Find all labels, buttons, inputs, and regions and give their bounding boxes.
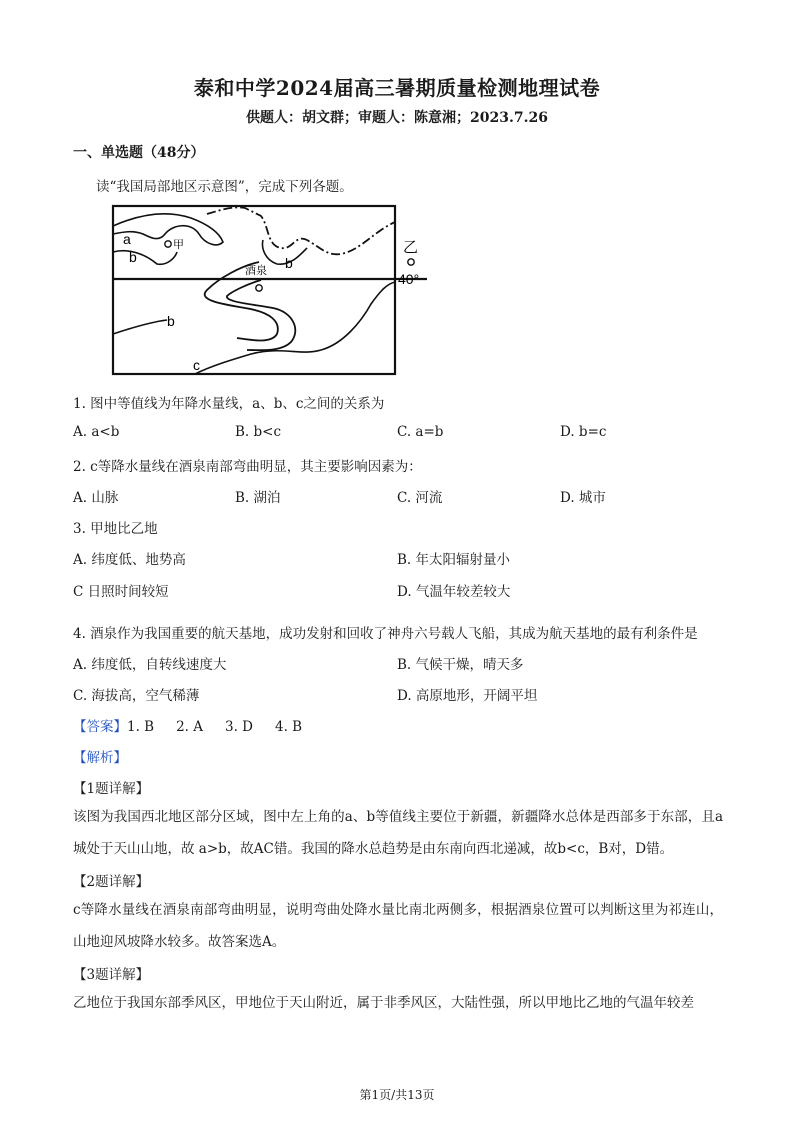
point-jiuquan [256,285,262,291]
detail-2-heading: 【2题详解】 [73,874,150,890]
answer-item: 2. A [176,719,204,735]
question-3-option-c[interactable]: C 日照时间较短 [73,584,169,600]
detail-1-text: 该图为我国西北地区部分区域，图中左上角的a、b等值线主要位于新疆，新疆降水总体是西部多于东部，且a 城处于天山山地，故 a>b，故AC错。我国的降水总趋势是由东南向西北递减，故b<c，B对，D错。 [73,809,723,857]
question-3-option-d[interactable]: D. 气温年较差较大 [397,584,511,600]
detail-3-text: 乙地位于我国东部季风区，甲地位于天山附近，属于非季风区，大陆性强，所以甲地比乙地的气温年较差 [73,995,694,1011]
label-yi: 乙 [403,238,419,256]
question-2-option-b[interactable]: B. 湖泊 [235,490,281,506]
detail-3-heading: 【3题详解】 [73,967,150,983]
label-jiuquan: 酒泉 [245,264,267,277]
question-4-option-d[interactable]: D. 高原地形，开阔平坦 [397,688,538,704]
question-2-option-a[interactable]: A. 山脉 [73,490,119,506]
label-b-lower: b [167,313,175,329]
exam-subtitle: 供题人：胡文群；审题人：陈意湘；2023.7.26 [246,110,548,126]
detail-1-heading: 【1题详解】 [73,781,150,797]
label-c: c [193,357,200,373]
section-intro: 读“我国局部地区示意图”，完成下列各题。 [96,179,353,195]
question-4-option-b[interactable]: B. 气候干燥，晴天多 [397,657,524,673]
question-3-option-a[interactable]: A. 纬度低、地势高 [73,552,186,568]
label-a: a [123,231,131,247]
question-4-option-c[interactable]: C. 海拔高，空气稀薄 [73,688,200,704]
question-1-option-b[interactable]: B. b<c [235,424,282,440]
label-b-left: b [129,249,137,265]
answer-label: 【答案】 [73,719,127,735]
question-2-stem: 2. c等降水量线在酒泉南部弯曲明显，其主要影响因素为： [73,459,422,475]
label-latitude: 40° [398,271,420,287]
question-4-stem: 4. 酒泉作为我国重要的航天基地，成功发射和回收了神舟六号载人飞船，其成为航天基地的最有利条件是 [73,626,698,642]
detail-2-text: c等降水量线在酒泉南部弯曲明显，说明弯曲处降水量比南北两侧多，根据酒泉位置可以判断这里为祁连山，山地迎风坡降水较多。故答案选A。 [73,902,723,950]
analysis-label: 【解析】 [73,750,127,766]
question-1-option-d[interactable]: D. b=c [560,424,607,440]
question-3-stem: 3. 甲地比乙地 [73,521,158,537]
page-footer: 第1页/共13页 [359,1088,435,1102]
point-yi [408,259,414,265]
exam-title: 泰和中学2024届高三暑期质量检测地理试卷 [193,76,601,100]
point-jia [165,241,171,247]
label-jia: 甲 [173,238,184,251]
answer-item: 1. B [127,719,155,735]
regional-map [111,204,431,376]
question-2-option-c[interactable]: C. 河流 [397,490,443,506]
question-1-stem: 1. 图中等值线为年降水量线，a、b、c之间的关系为 [73,396,385,412]
question-1-option-c[interactable]: C. a=b [397,424,444,440]
section-heading: 一、单选题（48分） [73,145,205,161]
answer-item: 4. B [275,719,303,735]
label-b-mid: b [285,255,293,271]
answer-item: 3. D [225,719,254,735]
question-1-option-a[interactable]: A. a<b [73,424,120,440]
answer-line [73,715,302,735]
question-3-option-b[interactable]: B. 年太阳辐射量小 [397,552,511,568]
question-4-option-a[interactable]: A. 纬度低，自转线速度大 [73,657,227,673]
question-2-option-d[interactable]: D. 城市 [560,490,606,506]
map-frame [113,206,395,374]
